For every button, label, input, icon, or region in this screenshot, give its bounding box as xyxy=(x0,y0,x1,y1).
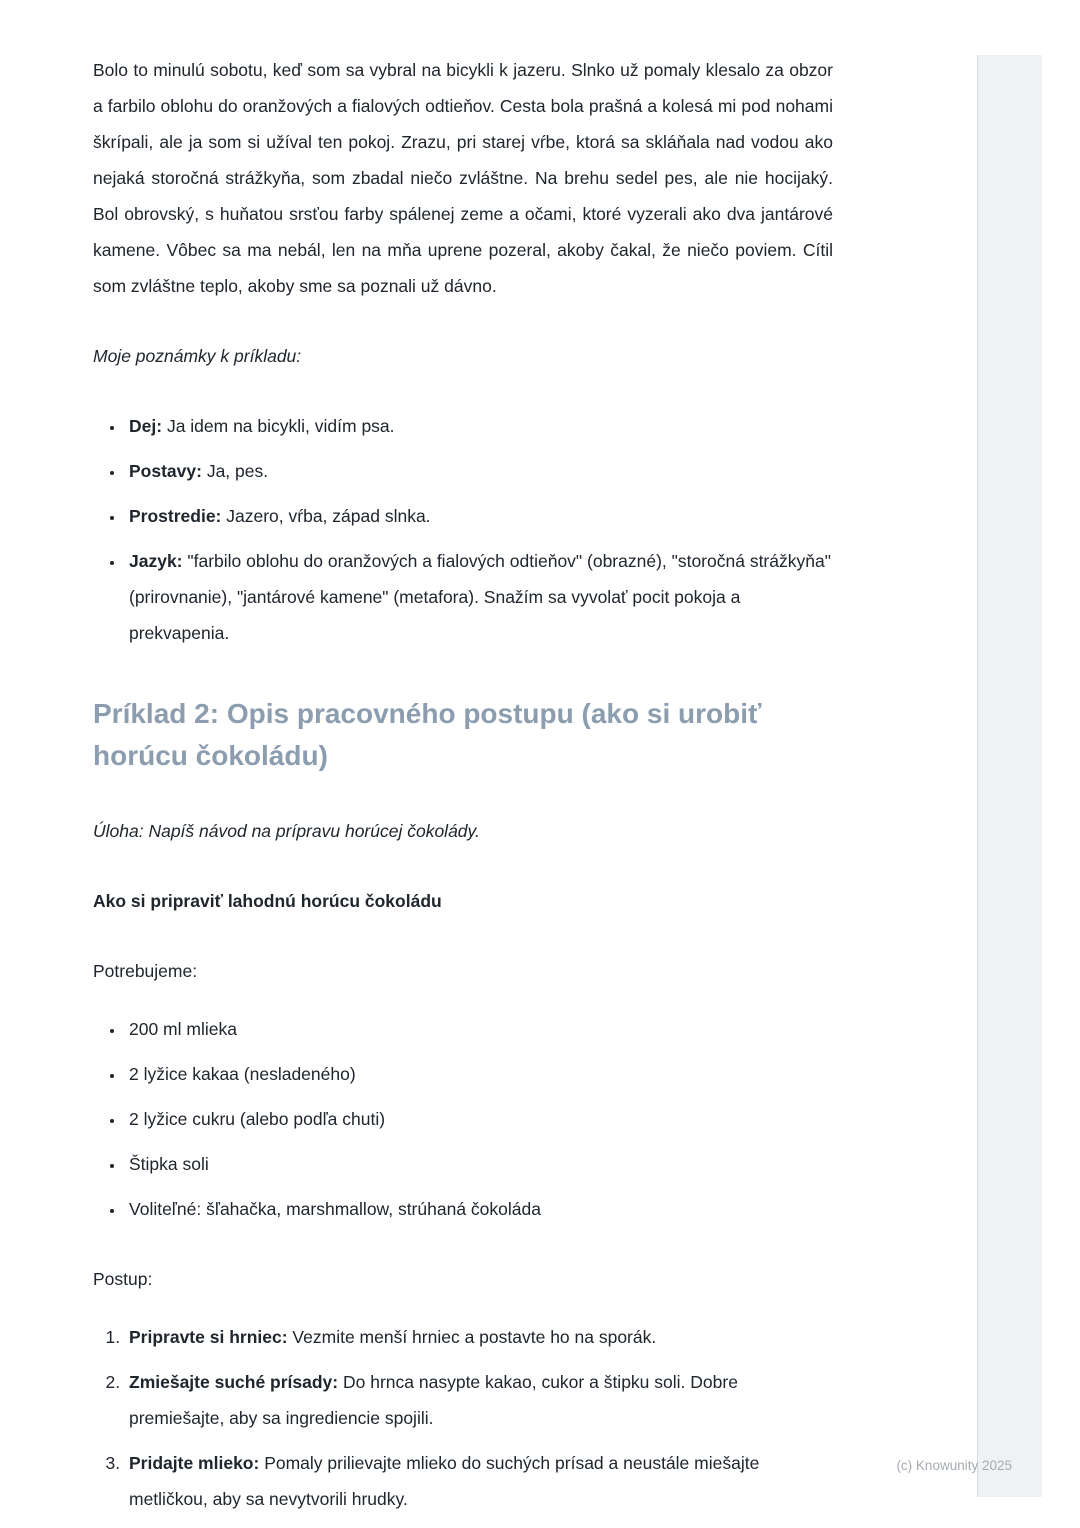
note-item xyxy=(125,408,833,444)
steps-label: Postup: xyxy=(93,1269,153,1289)
story-paragraph: Bolo to minulú sobotu, keď som sa vybral na bicykli k jazeru. Slnko už pomaly klesalo za obzor a farbilo oblohu do oranžových a fialových odtieňov. Cesta bola prašná a kolesá mi pod nohami škrípali, ale ja som si užíval ten pokoj. Zrazu, pri starej vŕbe, ktorá sa skláňala nad vodou ako nejaká storočná strážkyňa, som zbadal niečo zvláštne. Na brehu sedel pes, ale nie hocijaký. Bol obrovský, s huňatou srsťou farby spálenej zeme a očami, ktoré vyzerali ako dva jantárové kamene. Vôbec sa ma nebál, len na mňa uprene pozeral, akoby čakal, že niečo poviem. Cítil som zvláštne teplo, akoby sme sa poznali už dávno. xyxy=(93,60,833,296)
note-text: Ja idem na bicykli, vidím psa. xyxy=(166,416,395,436)
ingredient-item: • 2 lyžice cukru (alebo podľa chuti) xyxy=(125,1101,833,1137)
ingredient-item: • Voliteľné: šľahačka, marshmallow, strúhaná čokoláda xyxy=(125,1191,833,1227)
note-text: Ja, pes. xyxy=(206,461,269,481)
note-label: Dej: xyxy=(129,416,163,436)
note-label: Jazyk: xyxy=(129,551,183,571)
note-label: Prostredie: xyxy=(129,506,222,526)
ingredient-item: • 2 lyžice kakaa (nesladeného) xyxy=(125,1056,833,1092)
ingredients-label: Potrebujeme: xyxy=(93,961,198,981)
step-label: Pripravte si hrniec: xyxy=(129,1327,288,1347)
step-label: Pridajte mlieko: xyxy=(129,1453,260,1473)
notes-intro: Moje poznámky k príkladu: xyxy=(93,346,302,366)
notes-list xyxy=(93,408,833,651)
note-text: Jazero, vŕba, západ slnka. xyxy=(226,506,431,526)
page-edge-rail xyxy=(977,55,1042,1497)
step-text: Vezmite menší hrniec a postavte ho na sporák. xyxy=(292,1327,657,1347)
step-item xyxy=(125,1445,833,1517)
ingredient-item: • Štipka soli xyxy=(125,1146,833,1182)
section-heading: Príklad 2: Opis pracovného postupu (ako si urobiť horúcu čokoládu) xyxy=(93,698,762,771)
document-content xyxy=(93,52,833,1528)
note-item xyxy=(125,543,833,651)
ingredients-list xyxy=(93,1011,833,1227)
ingredient-item: • 200 ml mlieka xyxy=(125,1011,833,1047)
note-item xyxy=(125,453,833,489)
step-item xyxy=(125,1364,833,1436)
step-text: Do hrnca nasypte kakao, cukor a štipku soli. Dobre premiešajte, aby sa ingrediencie spojili. xyxy=(129,1372,738,1428)
watermark: (c) Knowunity 2025 xyxy=(896,1458,1012,1473)
recipe-title: Ako si pripraviť lahodnú horúcu čokoládu xyxy=(93,891,442,911)
step-item xyxy=(125,1319,833,1355)
note-text: "farbilo oblohu do oranžových a fialových odtieňov" (obrazné), "storočná strážkyňa" (prirovnanie), "jantárové kamene" (metafora). Snažím sa vyvolať pocit pokoja a prekvapenia. xyxy=(129,551,831,643)
step-label: Zmiešajte suché prísady: xyxy=(129,1372,339,1392)
task-line: Úloha: Napíš návod na prípravu horúcej čokolády. xyxy=(93,821,480,841)
note-item xyxy=(125,498,833,534)
note-label: Postavy: xyxy=(129,461,202,481)
step-text: Pomaly prilievajte mlieko do suchých prísad a neustále miešajte metličkou, aby sa nevytvorili hrudky. xyxy=(129,1453,760,1509)
steps-list xyxy=(93,1319,833,1517)
